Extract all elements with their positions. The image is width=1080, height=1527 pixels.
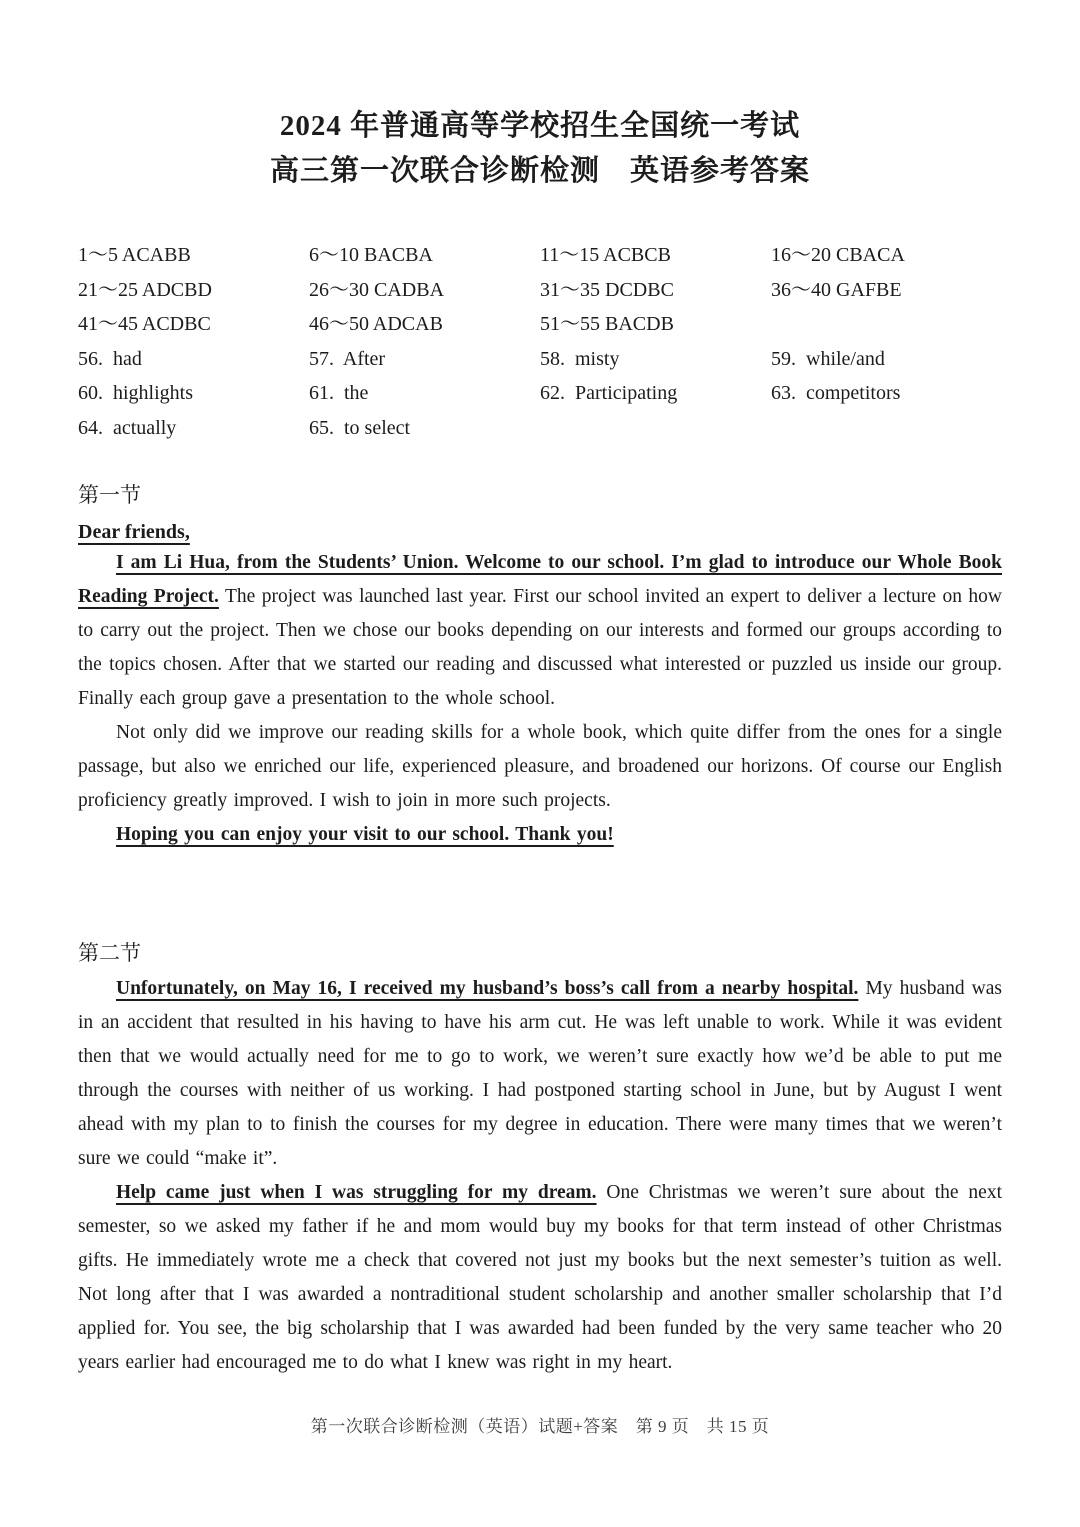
answer-item: 21～25 ADCBD [78,278,212,301]
section1-paragraph3-lead: Hoping you can enjoy your visit to our school. Thank you! [116,823,614,845]
answer-item [771,307,1002,342]
answer-item: 65. to select [309,416,411,439]
answer-item: 6～10 BACBA [309,244,433,266]
title-block [78,104,1002,194]
answer-item: 57. After [309,347,386,370]
answer-item: 26～30 CADBA [309,278,445,301]
answer-item: 41～45 ACDBC [78,313,211,336]
answer-item: 58. misty [540,347,620,370]
answer-item: 1～5 ACABB [78,244,191,266]
salutation-row [78,512,1002,546]
page-footer: 第一次联合诊断检测（英语）试题+答案 第 9 页 共 15 页 [310,1417,770,1436]
section2-paragraph2-body: One Christmas we weren’t sure about the next semester, so we asked my father if he and mom would buy my books for that term instead of other Christmas gifts. He immediately wrote me a check that covered not just my books but the next semester’s tuition as well. Not long after that I was awarded a nontraditional student scholarship and another smaller scholarship that I’d applied for. You see, the big scholarship that I was awarded had been funded by the very same teacher who 20 years earlier had encouraged me to do what I knew was right in my heart. [78,1181,1002,1373]
section2-heading: 第二节 [78,940,141,965]
section1-paragraph1-lead: I am Li Hua, from the Students’ Union. Welcome to our school. I’m glad to introduce our Whole Book Reading Project. [78,551,1002,607]
exam-title-line2: 高三第一次联合诊断检测 英语参考答案 [269,155,810,187]
section1-paragraph2: Not only did we improve our reading skills for a whole book, which quite differ from the ones for a single passage, but also we enriched our life, experienced pleasure, and broadened our horizons. Of course our English proficiency greatly improved. I wish to join in more such projects. [78,721,1002,811]
answer-item: 11～15 ACBCB [540,244,671,266]
answer-item: 56. had [78,347,142,370]
answer-item [771,411,1002,446]
section1-paragraph3 [78,818,1002,852]
answer-item: 64. actually [78,416,177,439]
section2-paragraph1-body: My husband was in an accident that resulted in his having to have his arm cut. He was left unable to work. While it was evident then that we would actually need for me to go to work, we weren’t sure exactly how we’d be able to put me through the courses with neither of us working. I had postponed starting school in June, but by August I went ahead with my plan to to finish the courses for my degree in education. There were many times that we weren’t sure we could “make it”. [78,977,1002,1169]
answer-item: 63. competitors [771,382,901,405]
section2-paragraph2-lead: Help came just when I was struggling for my dream. [116,1181,597,1203]
answer-item: 46～50 ADCAB [309,313,443,336]
exam-title-line1: 2024 年普通高等学校招生全国统一考试 [279,110,801,142]
answer-item: 51～55 BACDB [540,313,674,336]
answer-item: 16～20 CBACA [771,244,905,266]
section2-paragraph1 [78,972,1002,1176]
section2-paragraph2 [78,1176,1002,1380]
section2-paragraph1-lead: Unfortunately, on May 16, I received my husband’s boss’s call from a nearby hospital. [116,977,859,999]
section1-paragraph1 [78,546,1002,716]
section1-heading: 第一节 [78,482,141,507]
answer-item: 62. Participating [540,382,678,405]
answer-item: 61. the [309,382,369,405]
letter-salutation: Dear friends, [78,520,190,543]
answer-key-grid [78,238,1002,446]
answer-item: 36～40 GAFBE [771,278,902,301]
answer-item: 59. while/and [771,347,885,370]
answer-item: 60. highlights [78,382,194,405]
answer-item [540,411,771,446]
section1-paragraph1-body: The project was launched last year. First our school invited an expert to deliver a lecture on how to carry out the project. Then we chose our books depending on our interests and formed our groups according to the topics chosen. After that we started our reading and discussed what interested or puzzled us inside our group. Finally each group gave a presentation to the whole school. [78,585,1002,709]
answer-item: 31～35 DCDBC [540,278,674,301]
